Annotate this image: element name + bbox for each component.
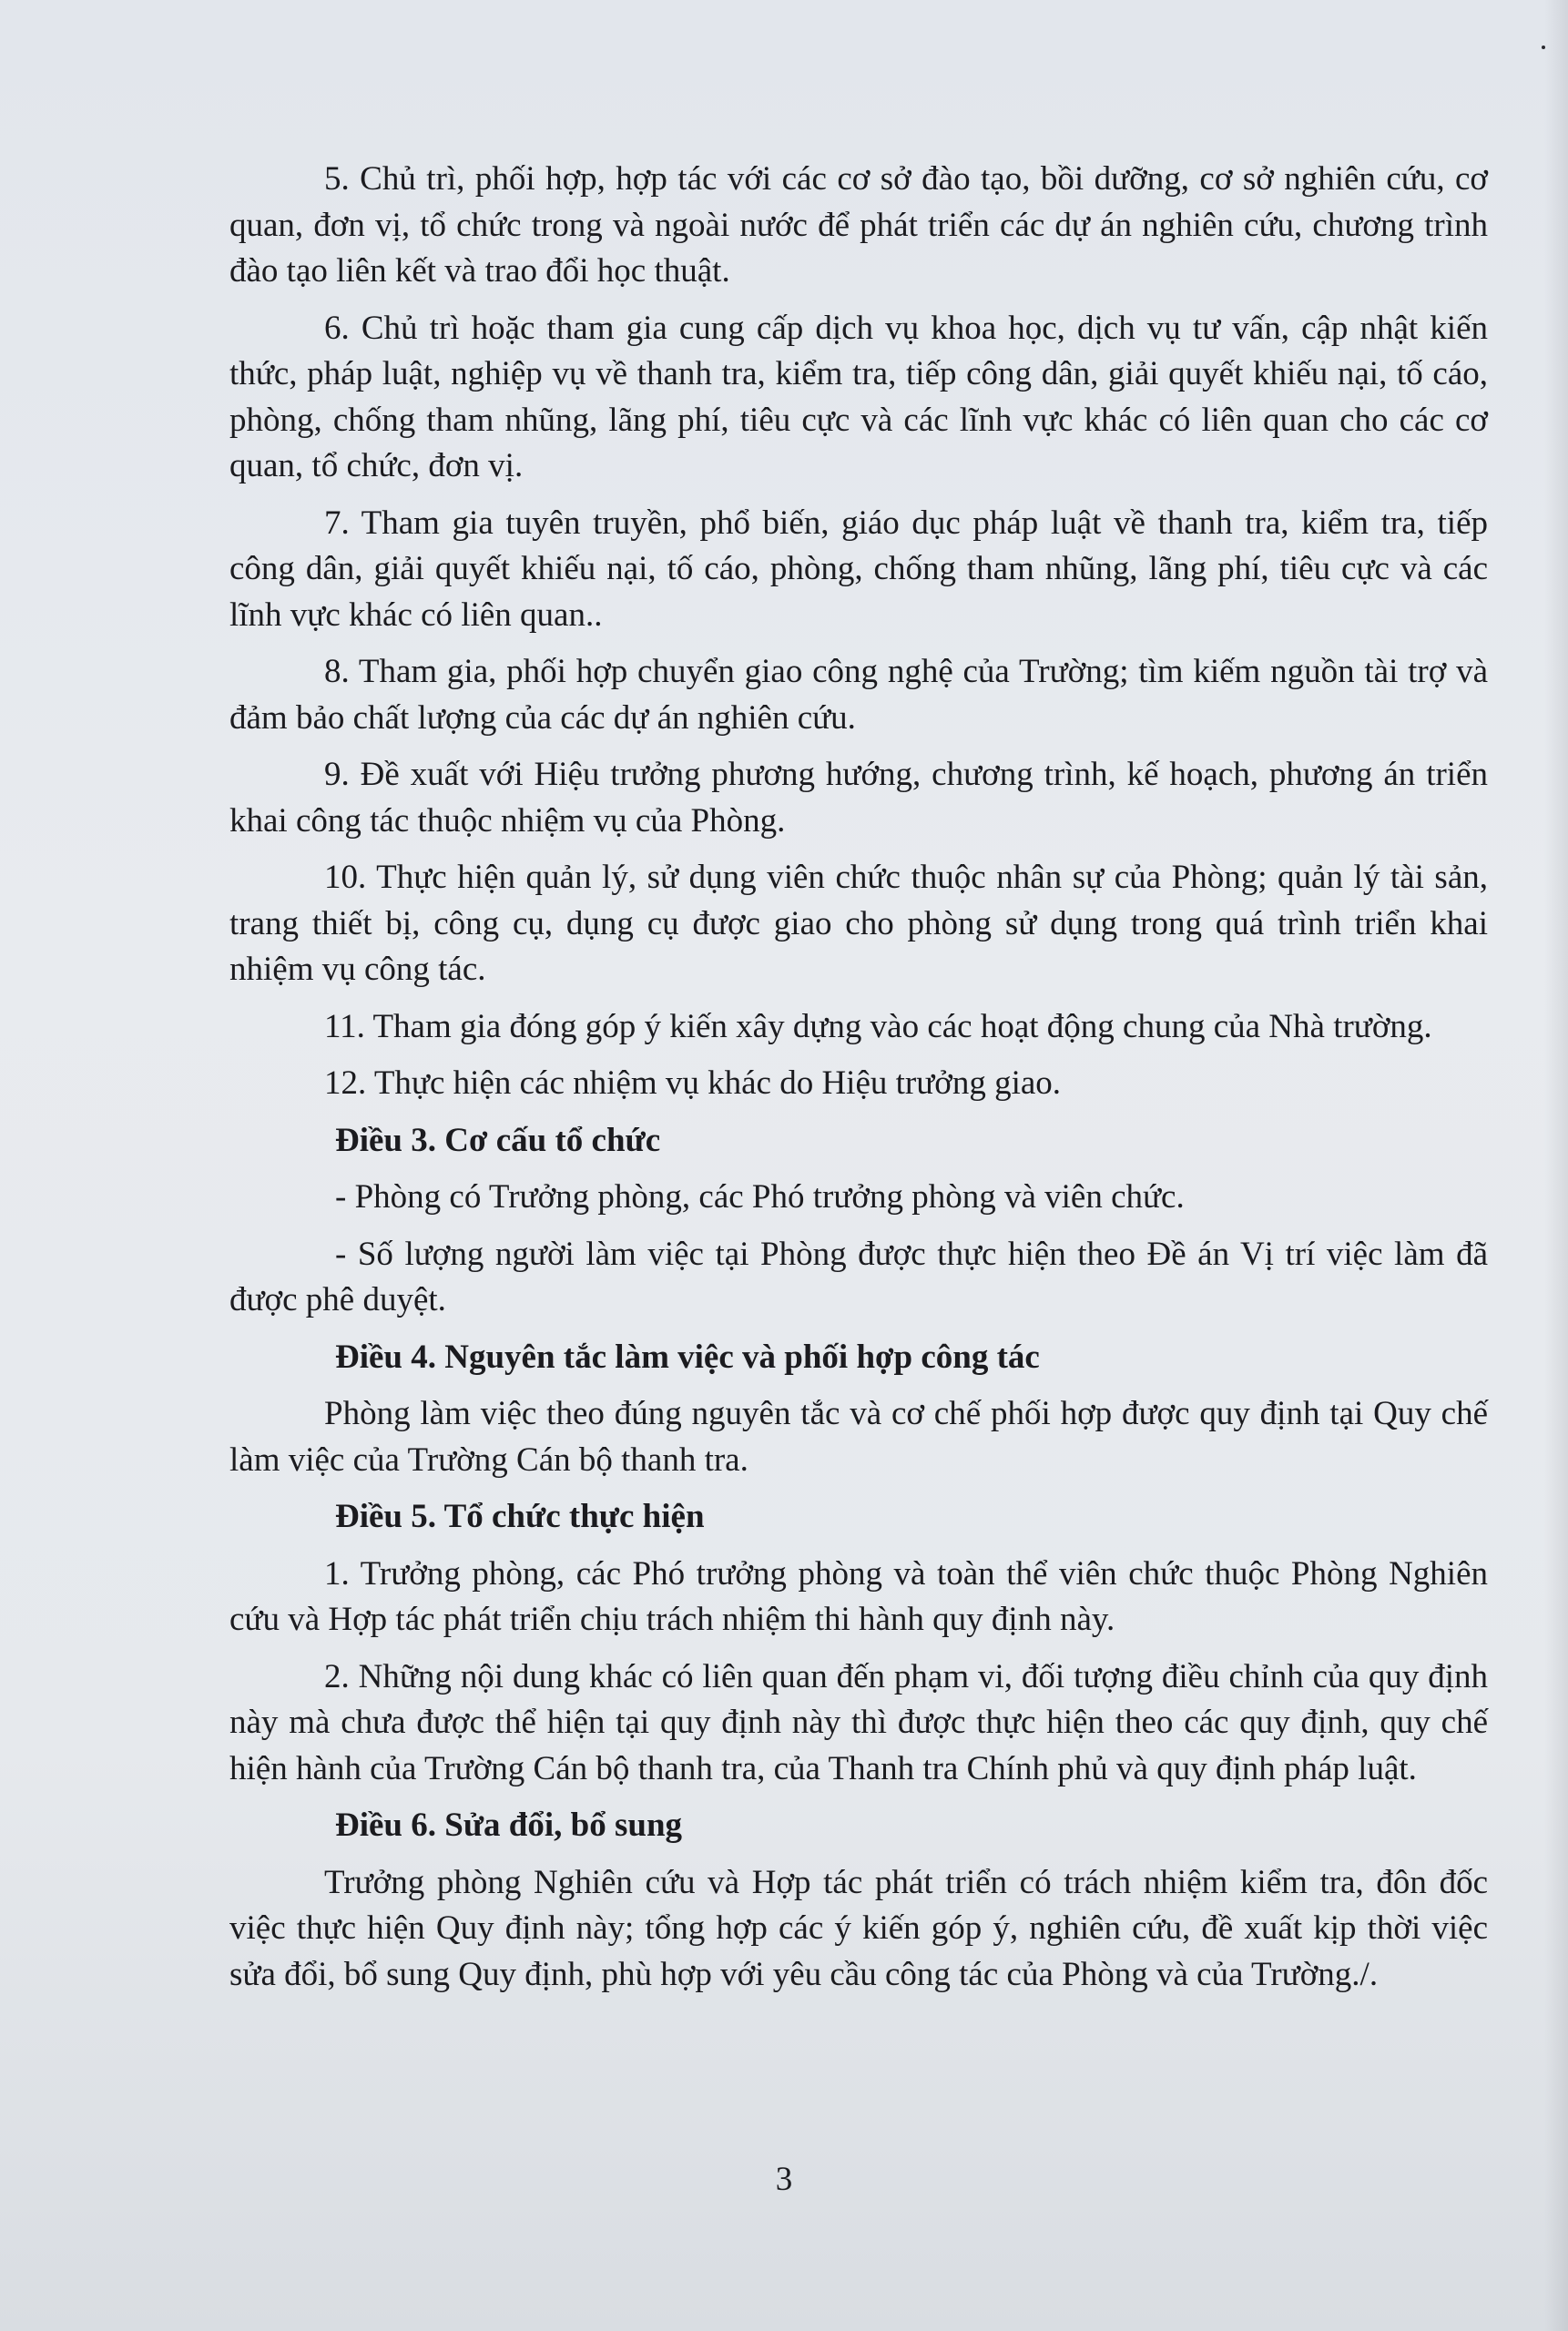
paragraph-item-5: 5. Chủ trì, phối hợp, hợp tác với các cơ sở đào tạo, bồi dưỡng, cơ sở nghiên cứu, cơ quan, đơn vị, tổ chức trong và ngoài nước để phát triển các dự án nghiên cứu, chương trình đào tạo liên kết và trao đổi học thuật. [229, 160, 1488, 290]
page-number: 3 [775, 2161, 793, 2198]
article-3-item-1: - Phòng có Trưởng phòng, các Phó trưởng phòng và viên chức. [335, 1178, 1185, 1216]
paragraph-item-11: 11. Tham gia đóng góp ý kiến xây dựng vào các hoạt động chung của Nhà trường. [324, 1007, 1432, 1045]
article-4-heading: Điều 4. Nguyên tắc làm việc và phối hợp công tác [335, 1338, 1040, 1376]
paragraph-item-6: 6. Chủ trì hoặc tham gia cung cấp dịch vụ khoa học, dịch vụ tư vấn, cập nhật kiến thức, pháp luật, nghiệp vụ về thanh tra, kiểm tra, tiếp công dân, giải quyết khiếu nại, tố cáo, phòng, chống tham nhũng, lãng phí, tiêu cực và các lĩnh vực khác có liên quan cho các cơ quan, tổ chức, đơn vị. [229, 309, 1488, 484]
paragraph-item-8: 8. Tham gia, phối hợp chuyển giao công nghệ của Trường; tìm kiếm nguồn tài trợ và đảm bảo chất lượng của các dự án nghiên cứu. [229, 653, 1488, 737]
article-5-item-2: 2. Những nội dung khác có liên quan đến phạm vi, đối tượng điều chỉnh của quy định này mà chưa được thể hiện tại quy định này thì được thực hiện theo các quy định, quy chế hiện hành của Trường Cán bộ thanh tra, của Thanh tra Chính phủ và quy định pháp luật. [229, 1657, 1488, 1787]
document-body [229, 157, 1488, 2009]
article-4-paragraph: Phòng làm việc theo đúng nguyên tắc và cơ chế phối hợp được quy định tại Quy chế làm việc của Trường Cán bộ thanh tra. [229, 1395, 1488, 1479]
article-5-item-1: 1. Trưởng phòng, các Phó trưởng phòng và toàn thể viên chức thuộc Phòng Nghiên cứu và Hợp tác phát triển chịu trách nhiệm thi hành quy định này. [229, 1554, 1488, 1638]
article-6-heading: Điều 6. Sửa đổi, bổ sung [335, 1807, 683, 1844]
article-6-paragraph: Trưởng phòng Nghiên cứu và Hợp tác phát triển có trách nhiệm kiểm tra, đôn đốc việc thực hiện Quy định này; tổng hợp các ý kiến góp ý, nghiên cứu, đề xuất kịp thời việc sửa đổi, bổ sung Quy định, phù hợp với yêu cầu công tác của Phòng và của Trường./. [229, 1863, 1488, 1993]
paragraph-item-9: 9. Đề xuất với Hiệu trưởng phương hướng, chương trình, kế hoạch, phương án triển khai công tác thuộc nhiệm vụ của Phòng. [229, 756, 1488, 840]
paragraph-item-12: 12. Thực hiện các nhiệm vụ khác do Hiệu trưởng giao. [324, 1064, 1062, 1102]
article-3-heading: Điều 3. Cơ cấu tổ chức [335, 1121, 661, 1159]
article-3-item-2: - Số lượng người làm việc tại Phòng được thực hiện theo Đề án Vị trí việc làm đã được phê duyệt. [229, 1235, 1488, 1318]
paragraph-item-10: 10. Thực hiện quản lý, sử dụng viên chức thuộc nhân sự của Phòng; quản lý tài sản, trang thiết bị, công cụ, dụng cụ được giao cho phòng sử dụng trong quá trình triển khai nhiệm vụ công tác. [229, 859, 1488, 988]
scan-speck [1542, 46, 1545, 49]
paragraph-item-7: 7. Tham gia tuyên truyền, phổ biến, giáo dục pháp luật về thanh tra, kiểm tra, tiếp công dân, giải quyết khiếu nại, tố cáo, phòng, chống tham nhũng, lãng phí, tiêu cực và các lĩnh vực khác có liên quan.. [229, 504, 1488, 634]
article-5-heading: Điều 5. Tổ chức thực hiện [335, 1498, 705, 1535]
